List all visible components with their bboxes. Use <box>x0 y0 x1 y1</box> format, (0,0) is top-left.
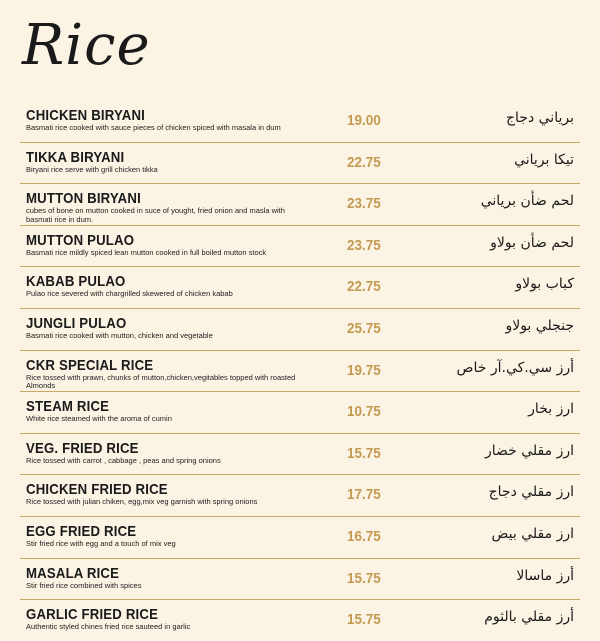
item-arabic-name: لحم ضأن بولاو <box>490 234 574 251</box>
item-name: CHICKEN BIRYANI <box>26 107 146 124</box>
item-description: cubes of bone on mutton cooked in suce of yought, fried onion and masla with basmati rice in dum. <box>26 206 285 224</box>
menu-item <box>20 143 580 185</box>
item-name: CHICKEN FRIED RICE <box>26 481 168 499</box>
item-arabic-name: ارز مقلي دجاج <box>488 484 574 501</box>
item-arabic-name: ارز مقلي بيض <box>491 525 574 542</box>
item-description: Basmati rice cooked with mutton, chicken and vegetable <box>26 330 213 340</box>
item-arabic-name: برياني دجاج <box>506 110 574 126</box>
menu-item <box>20 559 580 601</box>
item-arabic-name: أرز ماسالا <box>516 567 574 584</box>
item-description: Rice tossed with carrot , cabbage , peas and spring onions <box>26 455 221 465</box>
item-price: 17.75 <box>347 486 381 504</box>
item-arabic-name: أرز سي.كي.آر خاص <box>456 359 574 376</box>
item-arabic-name: أرز مقلي بالثوم <box>484 609 574 626</box>
menu-item <box>20 267 580 309</box>
item-arabic-name: جنجلي بولاو <box>505 317 574 334</box>
rice-menu-list <box>0 101 600 641</box>
menu-item <box>20 517 580 559</box>
item-name: CKR SPECIAL RICE <box>26 356 154 374</box>
item-description: Pulao rice severed with chargrilled skewered of chicken kabab <box>26 289 233 299</box>
item-price: 15.75 <box>347 444 381 462</box>
menu-item <box>20 309 580 351</box>
item-price: 23.75 <box>347 236 381 254</box>
item-price: 16.75 <box>347 527 381 545</box>
item-price: 10.75 <box>347 403 381 421</box>
item-price: 15.75 <box>347 611 381 629</box>
item-name: VEG. FRIED RICE <box>26 439 139 457</box>
menu-item <box>20 600 580 641</box>
menu-item <box>20 392 580 434</box>
item-name: GARLIC FRIED RICE <box>26 606 159 624</box>
item-description: Authentic styled chines fried rice sauteed in garlic <box>26 622 191 632</box>
item-price: 19.00 <box>347 112 381 129</box>
item-name: MUTTON BIRYANI <box>26 190 141 208</box>
item-price: 25.75 <box>347 319 381 337</box>
item-description: Biryani rice serve with grill chicken tikka <box>26 164 158 174</box>
item-arabic-name: تيكا برياني <box>514 151 574 168</box>
item-description: Stir fried rice with egg and a touch of mix veg <box>26 538 176 548</box>
item-price: 22.75 <box>347 153 381 171</box>
item-price: 23.75 <box>347 195 381 213</box>
item-arabic-name: لحم ضأن برياني <box>480 193 574 210</box>
item-description: Rice tossed with prawn, chunks of mutton,chicken,vegitables topped with roasted Almonds <box>26 372 296 391</box>
item-price: 15.75 <box>347 569 381 587</box>
item-description: Basmati rice cooked with sauce pieces of chicken spiced with masala in dum <box>26 123 281 132</box>
item-arabic-name: ارز مقلي خضار <box>484 442 574 459</box>
page-title: Rice <box>22 13 151 78</box>
item-price: 22.75 <box>347 278 381 296</box>
item-description: Rice tossed with julian chiken, egg,mix veg garnish with spring onions <box>26 497 258 507</box>
item-description: White rice steamed with the aroma of cumin <box>26 414 172 424</box>
menu-item <box>20 226 580 268</box>
item-price: 19.75 <box>347 361 381 379</box>
item-name: TIKKA BIRYANI <box>26 148 125 166</box>
menu-item <box>20 351 580 393</box>
item-name: MASALA RICE <box>26 564 120 582</box>
item-arabic-name: ارز بخار <box>528 401 574 418</box>
item-name: EGG FRIED RICE <box>26 522 137 540</box>
item-name: JUNGLI PULAO <box>26 314 127 332</box>
menu-item <box>20 184 580 226</box>
menu-item <box>20 434 580 476</box>
menu-item <box>20 101 580 143</box>
item-description: Basmati rice mildly spiced lean mutton cooked in full boiled mutton stock <box>26 247 267 257</box>
menu-item <box>20 475 580 517</box>
item-description: Stir fried rice combined with spices <box>26 580 142 590</box>
item-name: MUTTON PULAO <box>26 231 135 249</box>
item-name: STEAM RICE <box>26 398 110 416</box>
item-name: KABAB PULAO <box>26 273 126 291</box>
item-arabic-name: كباب بولاو <box>515 276 574 293</box>
